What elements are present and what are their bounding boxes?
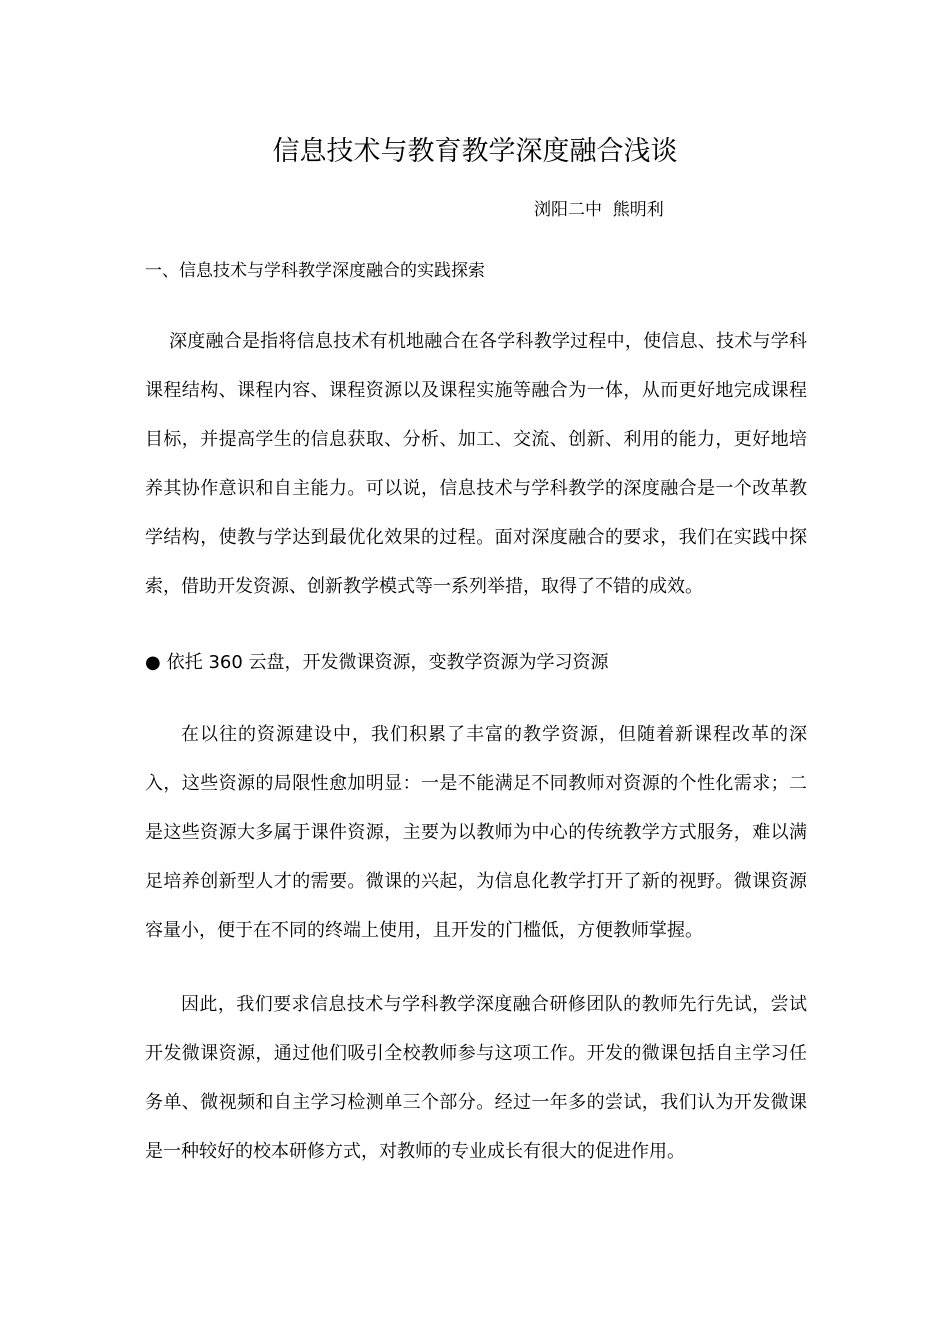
paragraph-1: 深度融合是指将信息技术有机地融合在各学科教学过程中，使信息、技术与学科课程结构、课程内容、课程资源以及课程实施等融合为一体，从而更好地完成课程目标，并提高学生的信息获取、分析、加工、交流、创新、利用的能力，更好地培养其协作意识和自主能力。可以说，信息技术与学科教学的深度融合是一个改革教学结构，使教与学达到最优化效果的过程。面对深度融合的要求，我们在实践中探索，借助开发资源、创新教学模式等一系列举措，取得了不错的成效。	[145, 331, 807, 597]
bullet-heading-text: 依托 360 云盘，开发微课资源，变教学资源为学习资源	[166, 652, 609, 673]
document-title: 信息技术与教育教学深度融合浅谈	[272, 136, 678, 167]
author-line: 浏阳二中 熊明利	[534, 200, 664, 220]
section-heading: 一、信息技术与学科教学深度融合的实践探索	[145, 261, 485, 281]
bullet-heading	[145, 648, 609, 678]
bullet-icon: ●	[145, 652, 161, 673]
paragraph-2: 在以往的资源建设中，我们积累了丰富的教学资源，但随着新课程改革的深入，这些资源的局限性愈加明显：一是不能满足不同教师对资源的个性化需求；二是这些资源大多属于课件资源，主要为以教师为中心的传统教学方式服务，难以满足培养创新型人才的需要。微课的兴起，为信息化教学打开了新的视野。微课资源容量小，便于在不同的终端上使用，且开发的门槛低，方便教师掌握。	[145, 724, 807, 941]
paragraph-3: 因此，我们要求信息技术与学科教学深度融合研修团队的教师先行先试，尝试开发微课资源，通过他们吸引全校教师参与这项工作。开发的微课包括自主学习任务单、微视频和自主学习检测单三个部分。经过一年多的尝试，我们认为开发微课是一种较好的校本研修方式，对教师的专业成长有很大的促进作用。	[145, 994, 807, 1162]
